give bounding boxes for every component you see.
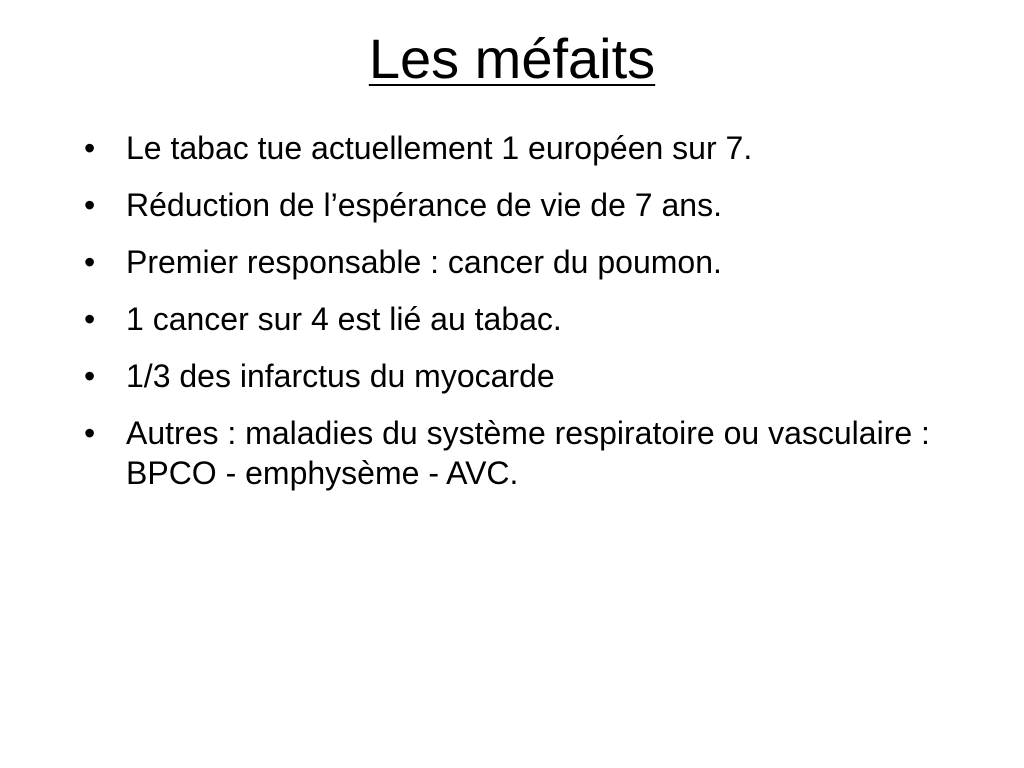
bullet-dot-icon: • bbox=[84, 187, 96, 223]
bullet-dot-icon: • bbox=[84, 415, 96, 451]
bullet-text: Autres : maladies du système respiratoire ou vasculaire : BPCO - emphysème - AVC. bbox=[126, 415, 930, 491]
bullet-text: Premier responsable : cancer du poumon. bbox=[126, 244, 722, 280]
bullet-text: 1 cancer sur 4 est lié au tabac. bbox=[126, 301, 562, 337]
bullet-text: Réduction de l’espérance de vie de 7 ans. bbox=[126, 187, 722, 223]
bullet-item bbox=[84, 356, 964, 396]
bullet-text: 1/3 des infarctus du myocarde bbox=[126, 358, 555, 394]
bullet-dot-icon: • bbox=[84, 130, 96, 166]
bullet-dot-icon: • bbox=[84, 301, 96, 337]
bullet-list bbox=[84, 128, 964, 510]
bullet-dot-icon: • bbox=[84, 244, 96, 280]
bullet-dot-icon: • bbox=[84, 358, 96, 394]
slide-title: Les méfaits bbox=[368, 27, 656, 90]
bullet-item bbox=[84, 413, 964, 493]
bullet-item bbox=[84, 242, 964, 282]
bullet-text: Le tabac tue actuellement 1 européen sur 7. bbox=[126, 130, 753, 166]
bullet-item bbox=[84, 299, 964, 339]
bullet-item bbox=[84, 128, 964, 168]
bullet-item bbox=[84, 185, 964, 225]
